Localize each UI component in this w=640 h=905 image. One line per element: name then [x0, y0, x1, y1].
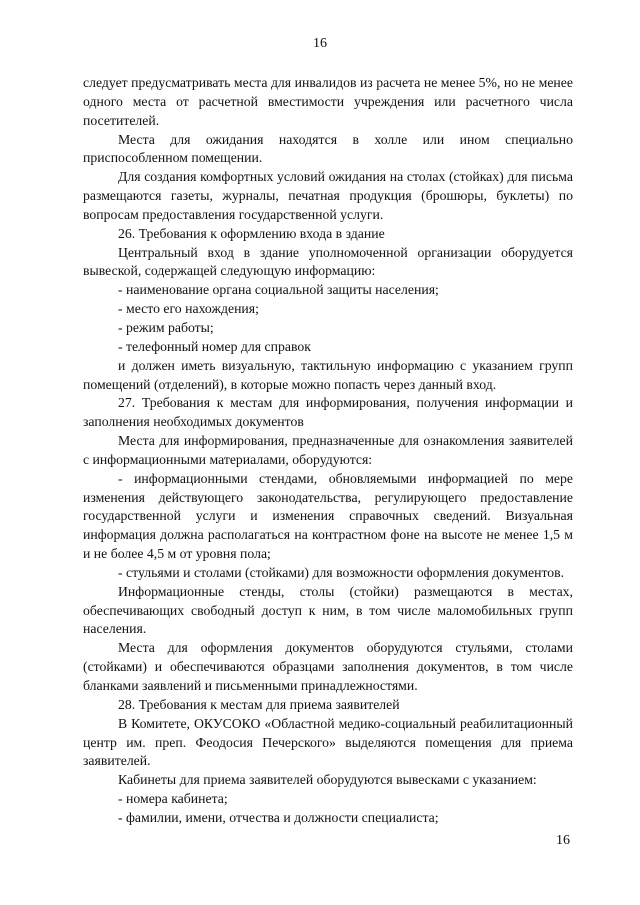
paragraph: Места для информирования, предназначенные для ознакомления заявителей с информационными материалами, оборудуются:: [83, 433, 573, 467]
paragraph: Места для оформления документов оборудуются стульями, столами (стойками) и обеспечиваются образцами заполнения документов, в том числе бланками заявлений и письменными принадлежностями.: [83, 640, 573, 693]
list-item: - режим работы;: [118, 319, 214, 335]
paragraph: Кабинеты для приема заявителей оборудуются вывесками с указанием:: [118, 772, 537, 788]
paragraph: В Комитете, ОКУСОКО «Областной медико-социальный реабилитационный центр им. преп. Феодосия Печерского» выделяются помещения для приема заявителей.: [83, 715, 573, 769]
list-item: - место его нахождения;: [118, 301, 259, 317]
list-item: - стульями и столами (стойками) для возможности оформления документов.: [118, 564, 565, 580]
paragraph: Центральный вход в здание уполномоченной организации оборудуется вывеской, содержащей следующую информацию:: [83, 244, 573, 279]
paragraph: Для создания комфортных условий ожидания на столах (стойках) для письма размещаются газеты, журналы, печатная продукция (брошюры, буклеты) по вопросам предоставления государственной услуги.: [83, 169, 573, 222]
section-heading: 28. Требования к местам для приема заявителей: [118, 696, 400, 712]
list-item: - телефонный номер для справок: [118, 338, 311, 354]
paragraph: и должен иметь визуальную, тактильную информацию с указанием групп помещений (отделений), в которые можно попасть через данный вход.: [83, 357, 573, 392]
document-body: [83, 74, 573, 828]
list-item: - наименование органа социальной защиты населения;: [118, 282, 439, 298]
paragraph: следует предусматривать места для инвалидов из расчета не менее 5%, но не менее одного места от расчетной вместимости учреждения или расчетного числа посетителей.: [83, 75, 573, 128]
list-item: - информационными стендами, обновляемыми информацией по мере изменения действующего законодательства, регулирующего предоставление государственной услуги и изменения справочных сведений. Визуальная информация должна располагаться на контрастном фоне на высоте не менее 1,5 м и не более 4,5 м от уровня пола;: [83, 470, 573, 562]
section-heading: 26. Требования к оформлению входа в здание: [118, 225, 385, 241]
list-item: - номера кабинета;: [118, 791, 228, 807]
section-heading: 27. Требования к местам для информирования, получения информации и заполнения необходимых документов: [83, 395, 573, 430]
paragraph: Места для ожидания находятся в холле или ином специально приспособленном помещении.: [83, 131, 573, 166]
list-item: - фамилии, имени, отчества и должности специалиста;: [118, 809, 439, 825]
paragraph: Информационные стенды, столы (стойки) размещаются в местах, обеспечивающих свободный доступ к ним, в том числе маломобильных групп населения.: [83, 583, 573, 637]
page-number-top: 16: [313, 36, 327, 51]
page-number-bottom: 16: [556, 833, 570, 848]
